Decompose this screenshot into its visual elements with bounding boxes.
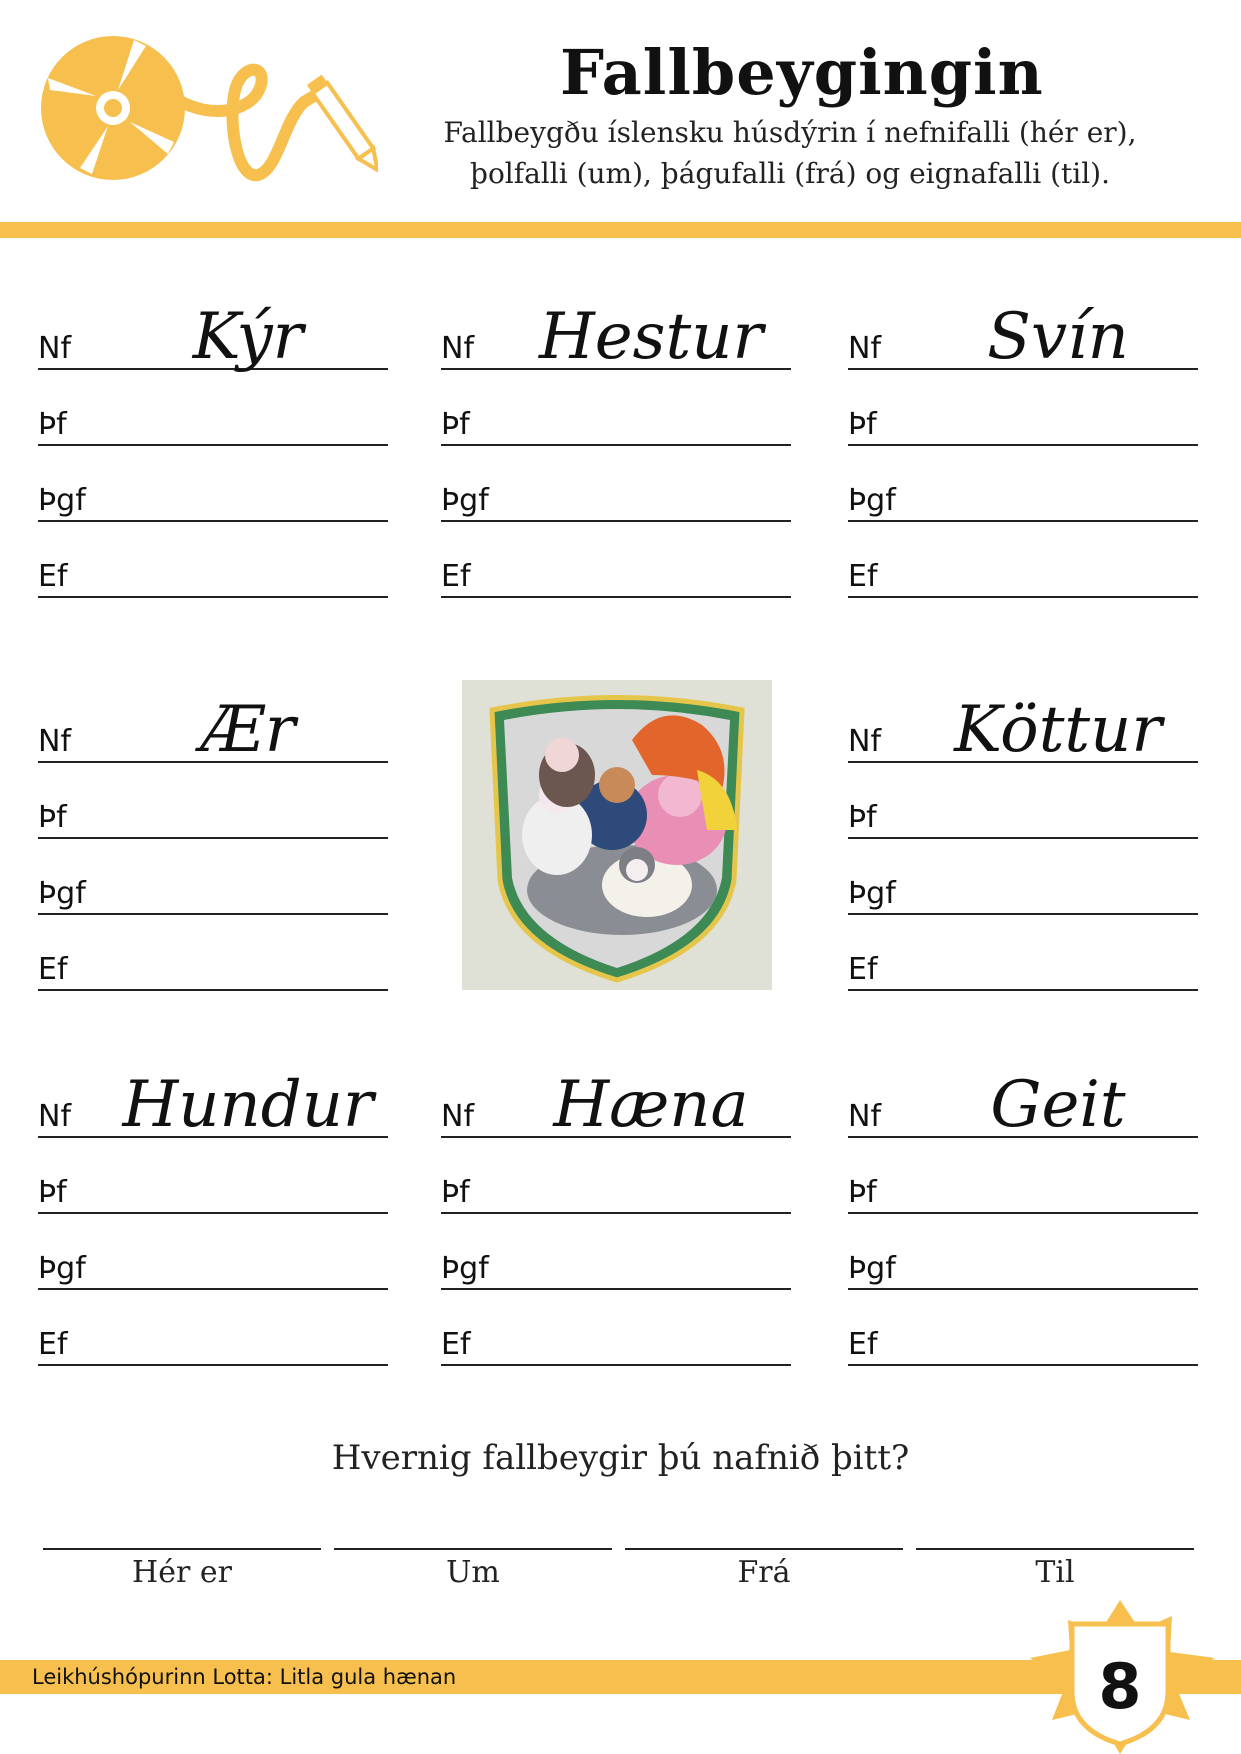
label-thf: Þf — [38, 800, 67, 835]
label-thgf: Þgf — [441, 1251, 489, 1286]
animal-word: Ær — [200, 693, 296, 767]
label-nf: Nf — [38, 724, 72, 759]
label-thf: Þf — [38, 1175, 67, 1210]
label-thgf: Þgf — [848, 876, 896, 911]
row-thf[interactable] — [441, 368, 791, 446]
label-thgf: Þgf — [38, 1251, 86, 1286]
label-nf: Nf — [848, 724, 882, 759]
row-thgf[interactable] — [441, 1212, 791, 1290]
label-fra: Frá — [737, 1555, 791, 1590]
row-thf[interactable] — [848, 761, 1198, 839]
label-thf: Þf — [848, 1175, 877, 1210]
label-her-er: Hér er — [132, 1555, 232, 1590]
row-thf[interactable] — [441, 1136, 791, 1214]
label-ef: Ef — [848, 559, 878, 594]
declension-block-haena — [441, 1060, 791, 1362]
row-nf[interactable] — [848, 1060, 1198, 1142]
label-thgf: Þgf — [848, 1251, 896, 1286]
row-thgf[interactable] — [38, 837, 388, 915]
disc-pen-logo-icon — [38, 30, 378, 200]
page-number-badge — [1000, 1580, 1241, 1754]
animal-word: Hundur — [122, 1068, 374, 1142]
row-thgf[interactable] — [848, 444, 1198, 522]
label-ef: Ef — [38, 559, 68, 594]
declension-block-svin — [848, 292, 1198, 594]
animal-word: Köttur — [954, 693, 1162, 767]
declension-block-kyr — [38, 292, 388, 594]
row-ef[interactable] — [848, 520, 1198, 598]
label-thgf: Þgf — [38, 876, 86, 911]
row-ef[interactable] — [38, 1288, 388, 1366]
row-nf[interactable] — [38, 292, 388, 374]
label-thf: Þf — [441, 1175, 470, 1210]
page-title: Fallbeygingin — [560, 36, 1044, 109]
row-ef[interactable] — [441, 520, 791, 598]
animal-word: Hæna — [553, 1068, 749, 1142]
row-thf[interactable] — [38, 761, 388, 839]
row-nf[interactable] — [441, 1060, 791, 1142]
actors-crest-photo — [462, 680, 772, 990]
row-thgf[interactable] — [848, 1212, 1198, 1290]
label-thf: Þf — [848, 407, 877, 442]
instruction-line-1: Fallbeygðu íslensku húsdýrin í nefnifalli (hér er), — [443, 116, 1137, 149]
row-thgf[interactable] — [38, 1212, 388, 1290]
animal-word: Geit — [990, 1068, 1126, 1142]
animal-word: Hestur — [538, 300, 764, 374]
label-ef: Ef — [441, 1327, 471, 1362]
label-thf: Þf — [441, 407, 470, 442]
declension-block-geit — [848, 1060, 1198, 1362]
label-thf: Þf — [38, 407, 67, 442]
row-thf[interactable] — [38, 1136, 388, 1214]
label-til: Til — [1035, 1555, 1075, 1590]
footer-text: Leikhúshópurinn Lotta: Litla gula hænan — [32, 1665, 457, 1689]
label-thf: Þf — [848, 800, 877, 835]
label-ef: Ef — [848, 1327, 878, 1362]
name-line-her-er[interactable] — [43, 1548, 321, 1550]
declension-block-aer — [38, 685, 388, 987]
row-nf[interactable] — [848, 685, 1198, 767]
row-thf[interactable] — [38, 368, 388, 446]
label-ef: Ef — [38, 1327, 68, 1362]
row-ef[interactable] — [848, 1288, 1198, 1366]
row-ef[interactable] — [38, 520, 388, 598]
row-thf[interactable] — [848, 1136, 1198, 1214]
label-nf: Nf — [848, 331, 882, 366]
name-question: Hvernig fallbeygir þú nafnið þitt? — [331, 1438, 910, 1478]
row-thgf[interactable] — [38, 444, 388, 522]
label-nf: Nf — [38, 1099, 72, 1134]
row-thgf[interactable] — [441, 444, 791, 522]
row-nf[interactable] — [848, 292, 1198, 374]
declension-block-hundur — [38, 1060, 388, 1362]
label-ef: Ef — [848, 952, 878, 987]
row-nf[interactable] — [38, 1060, 388, 1142]
animal-word: Svín — [987, 300, 1129, 374]
label-nf: Nf — [848, 1099, 882, 1134]
label-nf: Nf — [38, 331, 72, 366]
label-nf: Nf — [441, 1099, 475, 1134]
label-thgf: Þgf — [441, 483, 489, 518]
row-nf[interactable] — [38, 685, 388, 767]
label-ef: Ef — [38, 952, 68, 987]
animal-word: Kýr — [192, 300, 304, 374]
label-nf: Nf — [441, 331, 475, 366]
row-ef[interactable] — [441, 1288, 791, 1366]
label-thgf: Þgf — [38, 483, 86, 518]
row-thf[interactable] — [848, 368, 1198, 446]
label-thgf: Þgf — [848, 483, 896, 518]
declension-block-kottur — [848, 685, 1198, 987]
row-thgf[interactable] — [848, 837, 1198, 915]
header-divider-band — [0, 222, 1241, 238]
row-nf[interactable] — [441, 292, 791, 374]
instruction-line-2: þolfalli (um), þágufalli (frá) og eignafalli (til). — [470, 157, 1110, 190]
declension-block-hestur — [441, 292, 791, 594]
label-um: Um — [446, 1555, 500, 1590]
page-number: 8 — [1098, 1650, 1142, 1723]
name-line-fra[interactable] — [625, 1548, 903, 1550]
row-ef[interactable] — [848, 913, 1198, 991]
label-ef: Ef — [441, 559, 471, 594]
instructions — [380, 112, 1200, 194]
name-line-um[interactable] — [334, 1548, 612, 1550]
row-ef[interactable] — [38, 913, 388, 991]
name-line-til[interactable] — [916, 1548, 1194, 1550]
